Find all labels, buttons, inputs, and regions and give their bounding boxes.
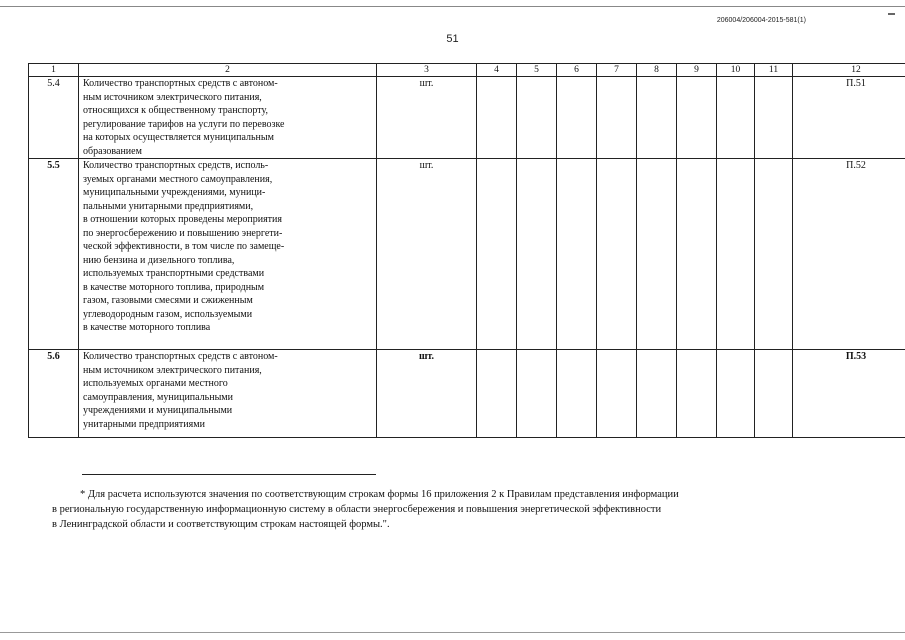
description-line: Количество транспортных средств с автоном- [83,78,278,89]
row-unit: шт. [377,77,477,159]
description-line: пальными унитарными предприятиями, [83,200,254,212]
description-line: по энергосбережению и повышению энергети- [83,227,283,239]
description-line: Количество транспортных средств с автоном- [83,351,278,362]
description-line: ным источником электрического питания, [83,91,262,103]
footnote-line: * Для расчета используются значения по соответствующим строкам формы 16 приложения 2 к Правилам представления информации [80,489,679,500]
row-description [79,77,377,159]
page-top-edge [0,6,905,7]
description-line: самоуправления, муниципальными [83,391,233,403]
column-header: 11 [755,64,793,77]
footnote-line: в региональную государственную информационную систему в области энергосбережения и повышения энергетической эффективности [52,504,662,515]
column-header: 9 [677,64,717,77]
column-header: 1 [29,64,79,77]
column-header: 5 [517,64,557,77]
value-cell [677,350,717,438]
row-reference: П.53 [793,350,905,438]
value-cell [677,159,717,350]
value-cell [717,159,755,350]
column-header: 6 [557,64,597,77]
footnote [52,487,855,532]
value-cell [597,159,637,350]
row-number: 5.6 [29,350,79,438]
description-line: используемых транспортными средствами [83,268,265,279]
value-cell [597,77,637,159]
column-header: 12 [793,64,905,77]
description-line: используемых органами местного [83,378,228,389]
document-id: 206004/206004-2015-581(1) [716,17,806,24]
row-unit: шт. [377,159,477,350]
value-cell [517,350,557,438]
indicator-table [28,63,905,438]
description-line: ческой эффективности, в том числе по замеще- [83,241,285,252]
footnote-separator [82,474,376,475]
page-bottom-edge [0,632,905,633]
value-cell [517,77,557,159]
table-header-row [29,64,905,77]
value-cell [755,77,793,159]
page-number: 51 [446,33,459,45]
value-cell [477,77,517,159]
description-line: углеводородным газом, используемыми [83,308,253,320]
description-line: ным источником электрического питания, [83,364,262,376]
row-description [79,159,377,350]
row-unit: шт. [377,350,477,438]
description-line: на которых осуществляется муниципальным [83,132,274,143]
value-cell [637,159,677,350]
value-cell [557,77,597,159]
value-cell [477,350,517,438]
description-line: регулирование тарифов на услуги по перевозке [83,118,285,130]
table-row [29,350,905,438]
value-cell [717,77,755,159]
description-line: в качестве моторного топлива [83,322,211,333]
description-line: относящихся к общественному транспорту, [83,105,268,116]
row-number: 5.5 [29,159,79,350]
value-cell [637,77,677,159]
row-reference: П.52 [793,159,905,350]
footnote-line: в Ленинградской области и соответствующим строкам настоящей формы.". [52,519,390,530]
value-cell [517,159,557,350]
column-header: 4 [477,64,517,77]
value-cell [755,159,793,350]
column-header: 3 [377,64,477,77]
row-number: 5.4 [29,77,79,159]
value-cell [755,350,793,438]
value-cell [477,159,517,350]
column-header: 10 [717,64,755,77]
row-description [79,350,377,438]
column-header: 8 [637,64,677,77]
row-reference: П.51 [793,77,905,159]
description-line: Количество транспортных средств, исполь- [83,160,269,171]
description-line: учреждениями и муниципальными [83,405,233,416]
description-line: муниципальными учреждениями, муници- [83,187,266,198]
value-cell [557,350,597,438]
table-row [29,77,905,159]
column-header: 7 [597,64,637,77]
value-cell [597,350,637,438]
description-line: унитарными предприятиями [83,418,205,430]
value-cell [637,350,677,438]
value-cell [717,350,755,438]
description-line: в отношении которых проведены мероприятия [83,214,282,225]
column-header: 2 [79,64,377,77]
description-line: в качестве моторного топлива, природным [83,281,265,293]
description-line: зуемых органами местного самоуправления, [83,173,273,185]
description-line: нию бензина и дизельного топлива, [83,254,235,266]
table-row [29,159,905,350]
value-cell [677,77,717,159]
scan-corner-mark [888,13,895,15]
value-cell [557,159,597,350]
description-line: газом, газовыми смесями и сжиженным [83,295,253,306]
description-line: образованием [83,145,142,157]
